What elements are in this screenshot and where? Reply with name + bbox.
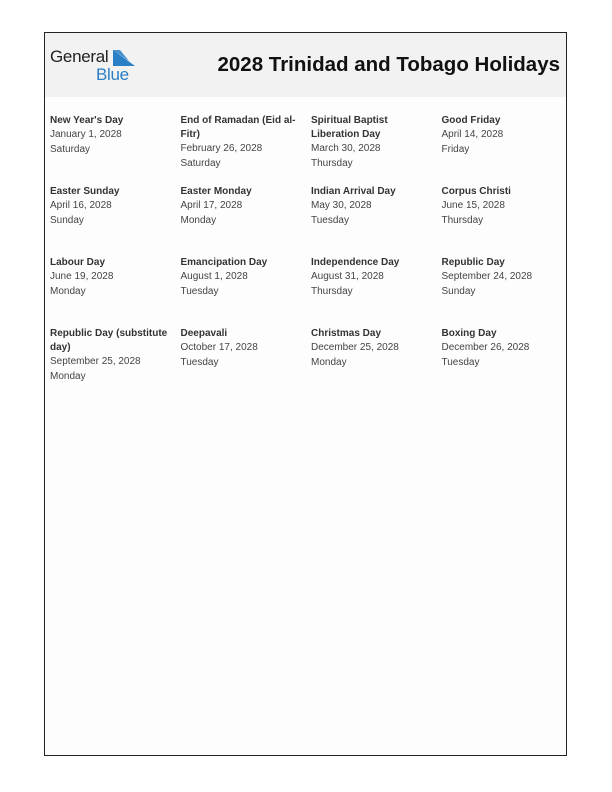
holiday-name: Christmas Day	[311, 328, 382, 339]
holiday-name: Good Friday	[441, 115, 501, 126]
calendar-page	[44, 32, 567, 756]
holiday-date: January 1, 2028	[50, 129, 122, 140]
holiday-entry	[50, 327, 181, 398]
holiday-name: New Year's Day	[50, 115, 124, 126]
holiday-entry	[50, 185, 181, 256]
holiday-weekday: Monday	[311, 356, 347, 368]
holiday-weekday: Tuesday	[180, 285, 219, 297]
holiday-weekday: Thursday	[311, 285, 353, 297]
holiday-weekday: Saturday	[50, 143, 91, 155]
holiday-date: April 16, 2028	[50, 200, 112, 211]
holiday-date: August 1, 2028	[180, 271, 248, 282]
holiday-weekday: Thursday	[441, 214, 484, 226]
holiday-name: Republic Day	[441, 257, 505, 268]
holiday-name: Independence Day	[311, 257, 400, 268]
holiday-date: May 30, 2028	[311, 200, 372, 211]
holiday-entry	[311, 256, 442, 327]
holiday-date: August 31, 2028	[311, 271, 384, 282]
holiday-date: September 25, 2028	[50, 356, 141, 367]
holiday-weekday: Monday	[50, 370, 86, 382]
holiday-entry	[442, 256, 570, 327]
holiday-name: Republic Day (substitute day)	[50, 328, 168, 353]
holiday-date: March 30, 2028	[311, 143, 381, 154]
holiday-weekday: Tuesday	[180, 356, 219, 368]
holiday-entry	[181, 256, 312, 327]
holiday-weekday: Friday	[441, 143, 470, 155]
holiday-weekday: Tuesday	[311, 214, 349, 226]
holiday-weekday: Tuesday	[441, 356, 480, 368]
holiday-entry	[311, 327, 442, 398]
holiday-grid	[50, 114, 570, 398]
holiday-name: Indian Arrival Day	[311, 186, 396, 197]
holiday-name: Easter Monday	[180, 186, 252, 197]
holiday-entry	[50, 114, 181, 185]
holiday-date: April 17, 2028	[180, 200, 243, 211]
holiday-entry	[442, 114, 570, 185]
holiday-name: Boxing Day	[441, 328, 497, 339]
holiday-date: June 15, 2028	[441, 200, 505, 211]
holiday-entry	[181, 327, 312, 398]
holiday-weekday: Sunday	[441, 285, 476, 297]
holiday-name: Deepavali	[180, 328, 228, 339]
holiday-entry	[50, 256, 181, 327]
logo-flag-icon	[113, 50, 135, 66]
holiday-date: April 14, 2028	[441, 129, 504, 140]
holiday-entry	[181, 185, 312, 256]
holiday-weekday: Thursday	[311, 157, 353, 169]
holiday-date: September 24, 2028	[441, 271, 533, 282]
holiday-weekday: Monday	[50, 285, 86, 297]
holiday-entry	[311, 114, 442, 185]
holiday-date: June 19, 2028	[50, 271, 114, 282]
holiday-weekday: Saturday	[180, 157, 221, 169]
holiday-entry	[181, 114, 312, 185]
holiday-name: Easter Sunday	[50, 186, 120, 197]
holiday-name: Labour Day	[50, 257, 106, 268]
logo-blue-text: Blue	[96, 65, 129, 84]
holiday-date: December 25, 2028	[311, 342, 399, 353]
page-title: 2028 Trinidad and Tobago Holidays	[217, 53, 560, 76]
holiday-date: October 17, 2028	[180, 342, 258, 353]
holiday-entry	[442, 185, 570, 256]
holiday-name: Corpus Christi	[441, 186, 511, 197]
holiday-name: Spiritual Baptist Liberation Day	[311, 115, 388, 140]
holiday-date: December 26, 2028	[441, 342, 530, 353]
holiday-entry	[442, 327, 570, 398]
logo-general-text: General	[50, 47, 109, 66]
holiday-weekday: Sunday	[50, 214, 84, 226]
holiday-weekday: Monday	[180, 214, 217, 226]
holiday-name: End of Ramadan (Eid al-Fitr)	[180, 115, 296, 140]
holiday-name: Emancipation Day	[180, 257, 268, 268]
generalblue-logo	[50, 47, 140, 83]
holiday-date: February 26, 2028	[180, 143, 263, 154]
holiday-entry	[311, 185, 442, 256]
page-header	[45, 33, 566, 97]
